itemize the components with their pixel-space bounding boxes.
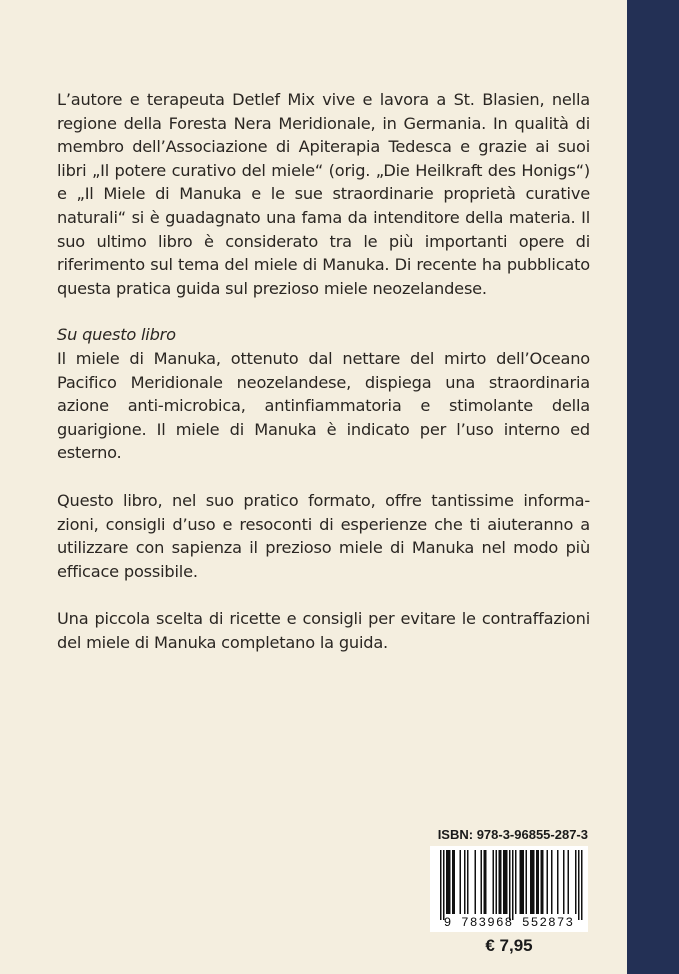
barcode-bar (460, 850, 462, 914)
description-paragraph-3: Una piccola scelta di ricette e consigli per evitare le contraffazioni del miele di Manuka completano la guida. (57, 609, 590, 652)
barcode-bar (454, 850, 456, 914)
about-heading: Su questo libro (57, 325, 176, 345)
barcode-bar (499, 850, 501, 914)
barcode-bar (467, 850, 469, 914)
barcode-bar (505, 850, 507, 914)
barcode-bar (485, 850, 487, 914)
barcode-digits: 9 783968 552873 (443, 916, 575, 930)
barcode-bar (493, 850, 495, 914)
isbn-label: ISBN: 978-3-96855-287-3 (437, 827, 588, 842)
barcode-bar (581, 850, 583, 920)
barcode-bar (542, 850, 544, 914)
cover-spine-band (627, 0, 679, 974)
barcode-bar (503, 850, 505, 914)
barcode-bar (515, 850, 517, 914)
barcode-bar (449, 850, 451, 914)
barcode-bar (448, 850, 450, 914)
description-paragraph-1: Il miele di Manuka, ottenuto dal nettare del mirto dell’Oceano Pacifico Meridionale neozelandese, dispiega una straordinaria azione anti-microbica, antinfiammatoria e stimolante della guarigione. Il miele di Manuka è indicato per l’uso interno ed esterno. (57, 348, 590, 463)
barcode-bar (509, 850, 511, 920)
barcode-bar (551, 850, 553, 914)
barcode-bar (557, 850, 559, 914)
barcode-bar (536, 850, 538, 914)
barcode-bar (512, 850, 514, 920)
isbn-label-block (428, 827, 588, 843)
barcode-bar (532, 850, 534, 914)
barcode-bar (500, 850, 502, 914)
barcode-bar (464, 850, 466, 914)
description-paragraph-2: Questo libro, nel suo pratico formato, offre tantissime informa-zioni, consigli d’uso e resoconti di esperienze che ti aiuteranno a utilizzare con sapienza il prezioso miele di Manuka nel modo più efficace possibile. (57, 490, 590, 581)
barcode-bar (563, 850, 565, 914)
barcode-bar (533, 850, 535, 914)
barcode-bar (521, 850, 523, 914)
barcode-bar (475, 850, 477, 914)
barcode-bar (484, 850, 486, 914)
barcode-bar (538, 850, 540, 914)
barcode-bar (523, 850, 525, 914)
barcode-bar (452, 850, 454, 914)
barcode-bar (443, 850, 445, 920)
barcode-bar (575, 850, 577, 914)
barcode-bar (541, 850, 543, 914)
author-bio: L’autore e terapeuta Detlef Mix vive e lavora a St. Blasien, nella regione della Foresta Nera Meridionale, in Germania. In qualità di membro dell’Associazione di Apiterapia Tedesca e grazie ai suoi libri „Il potere curativo del miele“ (orig. „Die Heilkraft des Honigs“) e „Il Miele di Manuka e le sue straordinarie proprietà curative naturali“ si è guadagnato una fama da intenditore della materia. Il suo ultimo libro è considerato tra le più importanti opere di riferimento sul tema del miele di Manuka. Di recente ha pubblicato questa pratica guida sul prezioso miele neozelandese. (57, 90, 590, 298)
barcode-bar (506, 850, 508, 914)
barcode-bar (446, 850, 448, 914)
barcode-graphic (430, 846, 588, 932)
barcode-bar (547, 850, 549, 914)
barcode-bar (578, 850, 580, 920)
back-cover-text (57, 88, 590, 654)
barcode-bar (526, 850, 528, 914)
barcode-bar (520, 850, 522, 914)
barcode-bar (530, 850, 532, 914)
barcode (430, 846, 588, 932)
barcode-bar (496, 850, 498, 914)
barcode-bar (440, 850, 442, 920)
price: € 7,95 (485, 936, 533, 955)
barcode-bar (481, 850, 483, 914)
barcode-bar (568, 850, 570, 914)
